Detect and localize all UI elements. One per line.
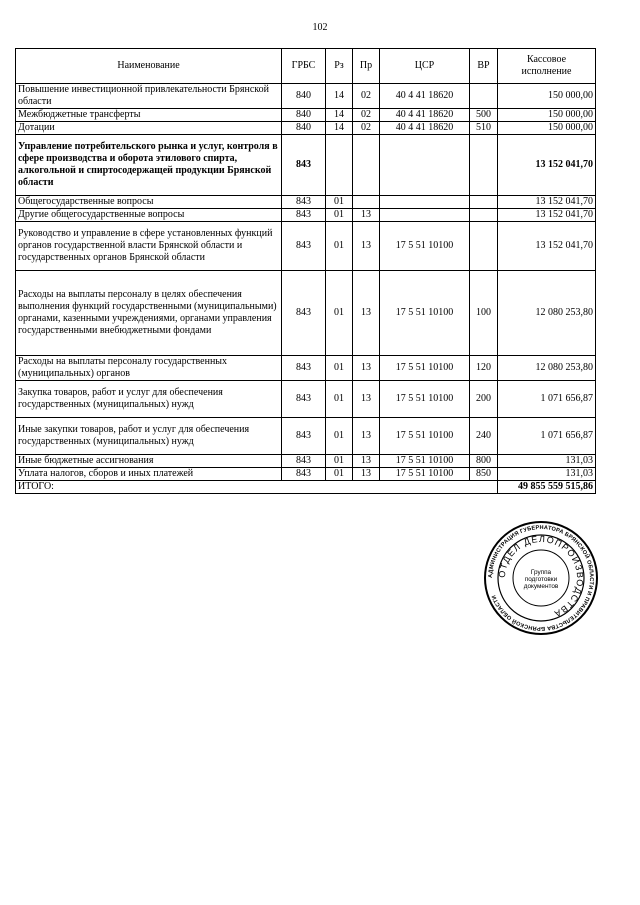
row-amount: 131,03 bbox=[498, 455, 596, 468]
header-name: Наименование bbox=[16, 49, 282, 84]
budget-table bbox=[15, 48, 596, 494]
row-csr: 17 5 51 10100 bbox=[380, 356, 470, 381]
row-amount: 12 080 253,80 bbox=[498, 356, 596, 381]
row-rz bbox=[326, 135, 353, 196]
table-row bbox=[16, 381, 596, 418]
row-pr: 13 bbox=[353, 468, 380, 481]
row-rz: 01 bbox=[326, 455, 353, 468]
row-pr: 02 bbox=[353, 122, 380, 135]
row-amount: 1 071 656,87 bbox=[498, 381, 596, 418]
row-csr: 17 5 51 10100 bbox=[380, 418, 470, 455]
header-rz: Рз bbox=[326, 49, 353, 84]
row-pr: 13 bbox=[353, 271, 380, 356]
row-grbs: 843 bbox=[282, 209, 326, 222]
row-amount: 13 152 041,70 bbox=[498, 222, 596, 271]
row-vr bbox=[470, 196, 498, 209]
row-vr: 500 bbox=[470, 109, 498, 122]
row-name: Иные бюджетные ассигнования bbox=[16, 455, 282, 468]
row-grbs: 843 bbox=[282, 356, 326, 381]
table-row bbox=[16, 356, 596, 381]
svg-text:документов: документов bbox=[523, 583, 559, 590]
table-row bbox=[16, 135, 596, 196]
row-amount: 12 080 253,80 bbox=[498, 271, 596, 356]
row-pr: 13 bbox=[353, 455, 380, 468]
table-row bbox=[16, 196, 596, 209]
header-amount: Кассовое исполнение bbox=[498, 49, 596, 84]
seal-stamp bbox=[482, 519, 600, 637]
row-vr bbox=[470, 84, 498, 109]
row-vr: 800 bbox=[470, 455, 498, 468]
row-csr: 17 5 51 10100 bbox=[380, 455, 470, 468]
row-amount: 150 000,00 bbox=[498, 109, 596, 122]
row-amount: 150 000,00 bbox=[498, 84, 596, 109]
table-row bbox=[16, 418, 596, 455]
row-pr bbox=[353, 135, 380, 196]
header-csr: ЦСР bbox=[380, 49, 470, 84]
row-vr: 510 bbox=[470, 122, 498, 135]
row-amount: 13 152 041,70 bbox=[498, 209, 596, 222]
row-csr: 40 4 41 18620 bbox=[380, 84, 470, 109]
row-grbs: 840 bbox=[282, 122, 326, 135]
row-rz: 01 bbox=[326, 196, 353, 209]
row-vr bbox=[470, 209, 498, 222]
row-rz: 01 bbox=[326, 356, 353, 381]
row-grbs: 843 bbox=[282, 196, 326, 209]
row-name: Расходы на выплаты персоналу в целях обеспечения выполнения функций государственными (муниципальными) органами, казенными учреждениями, органами управления государственными внебюджетными фондами bbox=[16, 271, 282, 356]
row-csr: 17 5 51 10100 bbox=[380, 381, 470, 418]
row-csr: 40 4 41 18620 bbox=[380, 109, 470, 122]
row-grbs: 843 bbox=[282, 418, 326, 455]
svg-text:АДМИНИСТРАЦИЯ ГУБЕРНАТОРА БРЯН: АДМИНИСТРАЦИЯ ГУБЕРНАТОРА БРЯНСКОЙ ОБЛАСТИ И ПРАВИТЕЛЬСТВА БРЯНСКОЙ ОБЛАСТИ bbox=[487, 524, 595, 632]
row-name: Другие общегосударственные вопросы bbox=[16, 209, 282, 222]
row-grbs: 840 bbox=[282, 109, 326, 122]
row-pr: 02 bbox=[353, 109, 380, 122]
row-rz: 14 bbox=[326, 84, 353, 109]
row-name: Иные закупки товаров, работ и услуг для обеспечения государственных (муниципальных) нужд bbox=[16, 418, 282, 455]
row-vr: 240 bbox=[470, 418, 498, 455]
row-name: Межбюджетные трансферты bbox=[16, 109, 282, 122]
total-label: ИТОГО: bbox=[16, 481, 498, 494]
row-pr: 13 bbox=[353, 209, 380, 222]
row-pr: 13 bbox=[353, 418, 380, 455]
row-grbs: 843 bbox=[282, 271, 326, 356]
row-csr: 17 5 51 10100 bbox=[380, 222, 470, 271]
row-grbs: 840 bbox=[282, 84, 326, 109]
row-rz: 01 bbox=[326, 418, 353, 455]
row-grbs: 843 bbox=[282, 468, 326, 481]
row-grbs: 843 bbox=[282, 135, 326, 196]
table-row bbox=[16, 222, 596, 271]
table-row bbox=[16, 109, 596, 122]
row-name: Повышение инвестиционной привлекательности Брянской области bbox=[16, 84, 282, 109]
row-csr bbox=[380, 135, 470, 196]
row-pr: 13 bbox=[353, 222, 380, 271]
row-name: Общегосударственные вопросы bbox=[16, 196, 282, 209]
row-vr: 200 bbox=[470, 381, 498, 418]
table-row bbox=[16, 271, 596, 356]
row-csr bbox=[380, 196, 470, 209]
row-rz: 14 bbox=[326, 109, 353, 122]
row-amount: 13 152 041,70 bbox=[498, 135, 596, 196]
row-vr bbox=[470, 222, 498, 271]
row-csr: 17 5 51 10100 bbox=[380, 271, 470, 356]
svg-text:Группа: Группа bbox=[530, 569, 552, 576]
table-row bbox=[16, 84, 596, 109]
row-pr: 13 bbox=[353, 356, 380, 381]
row-rz: 14 bbox=[326, 122, 353, 135]
svg-text:ОТДЕЛ ДЕЛОПРОИЗВОДСТВА: ОТДЕЛ ДЕЛОПРОИЗВОДСТВА bbox=[496, 533, 586, 620]
header-grbs: ГРБС bbox=[282, 49, 326, 84]
header-vr: ВР bbox=[470, 49, 498, 84]
row-name: Руководство и управление в сфере установленных функций органов государственной власти Брянской области и государственных органов Брянской области bbox=[16, 222, 282, 271]
row-rz: 01 bbox=[326, 222, 353, 271]
row-name: Закупка товаров, работ и услуг для обеспечения государственных (муниципальных) нужд bbox=[16, 381, 282, 418]
row-amount: 1 071 656,87 bbox=[498, 418, 596, 455]
table-header-row bbox=[16, 49, 596, 84]
row-name: Дотации bbox=[16, 122, 282, 135]
total-row bbox=[16, 481, 596, 494]
row-csr bbox=[380, 209, 470, 222]
table-row bbox=[16, 122, 596, 135]
row-rz: 01 bbox=[326, 271, 353, 356]
row-grbs: 843 bbox=[282, 381, 326, 418]
row-rz: 01 bbox=[326, 209, 353, 222]
page-number: 102 bbox=[312, 22, 328, 33]
table-row bbox=[16, 209, 596, 222]
row-pr: 13 bbox=[353, 381, 380, 418]
row-vr: 120 bbox=[470, 356, 498, 381]
row-amount: 150 000,00 bbox=[498, 122, 596, 135]
row-csr: 40 4 41 18620 bbox=[380, 122, 470, 135]
row-amount: 131,03 bbox=[498, 468, 596, 481]
row-name: Уплата налогов, сборов и иных платежей bbox=[16, 468, 282, 481]
row-amount: 13 152 041,70 bbox=[498, 196, 596, 209]
row-grbs: 843 bbox=[282, 222, 326, 271]
row-name: Расходы на выплаты персоналу государственных (муниципальных) органов bbox=[16, 356, 282, 381]
row-rz: 01 bbox=[326, 381, 353, 418]
total-amount: 49 855 559 515,86 bbox=[498, 481, 596, 494]
row-pr: 02 bbox=[353, 84, 380, 109]
svg-text:подготовки: подготовки bbox=[524, 576, 558, 583]
row-csr: 17 5 51 10100 bbox=[380, 468, 470, 481]
table-row bbox=[16, 455, 596, 468]
row-grbs: 843 bbox=[282, 455, 326, 468]
row-vr: 100 bbox=[470, 271, 498, 356]
row-pr bbox=[353, 196, 380, 209]
row-name: Управление потребительского рынка и услуг, контроля в сфере производства и оборота этилового спирта, алкогольной и спиртосодержащей продукции Брянской области bbox=[16, 135, 282, 196]
row-vr: 850 bbox=[470, 468, 498, 481]
header-pr: Пр bbox=[353, 49, 380, 84]
table-row bbox=[16, 468, 596, 481]
row-rz: 01 bbox=[326, 468, 353, 481]
row-vr bbox=[470, 135, 498, 196]
